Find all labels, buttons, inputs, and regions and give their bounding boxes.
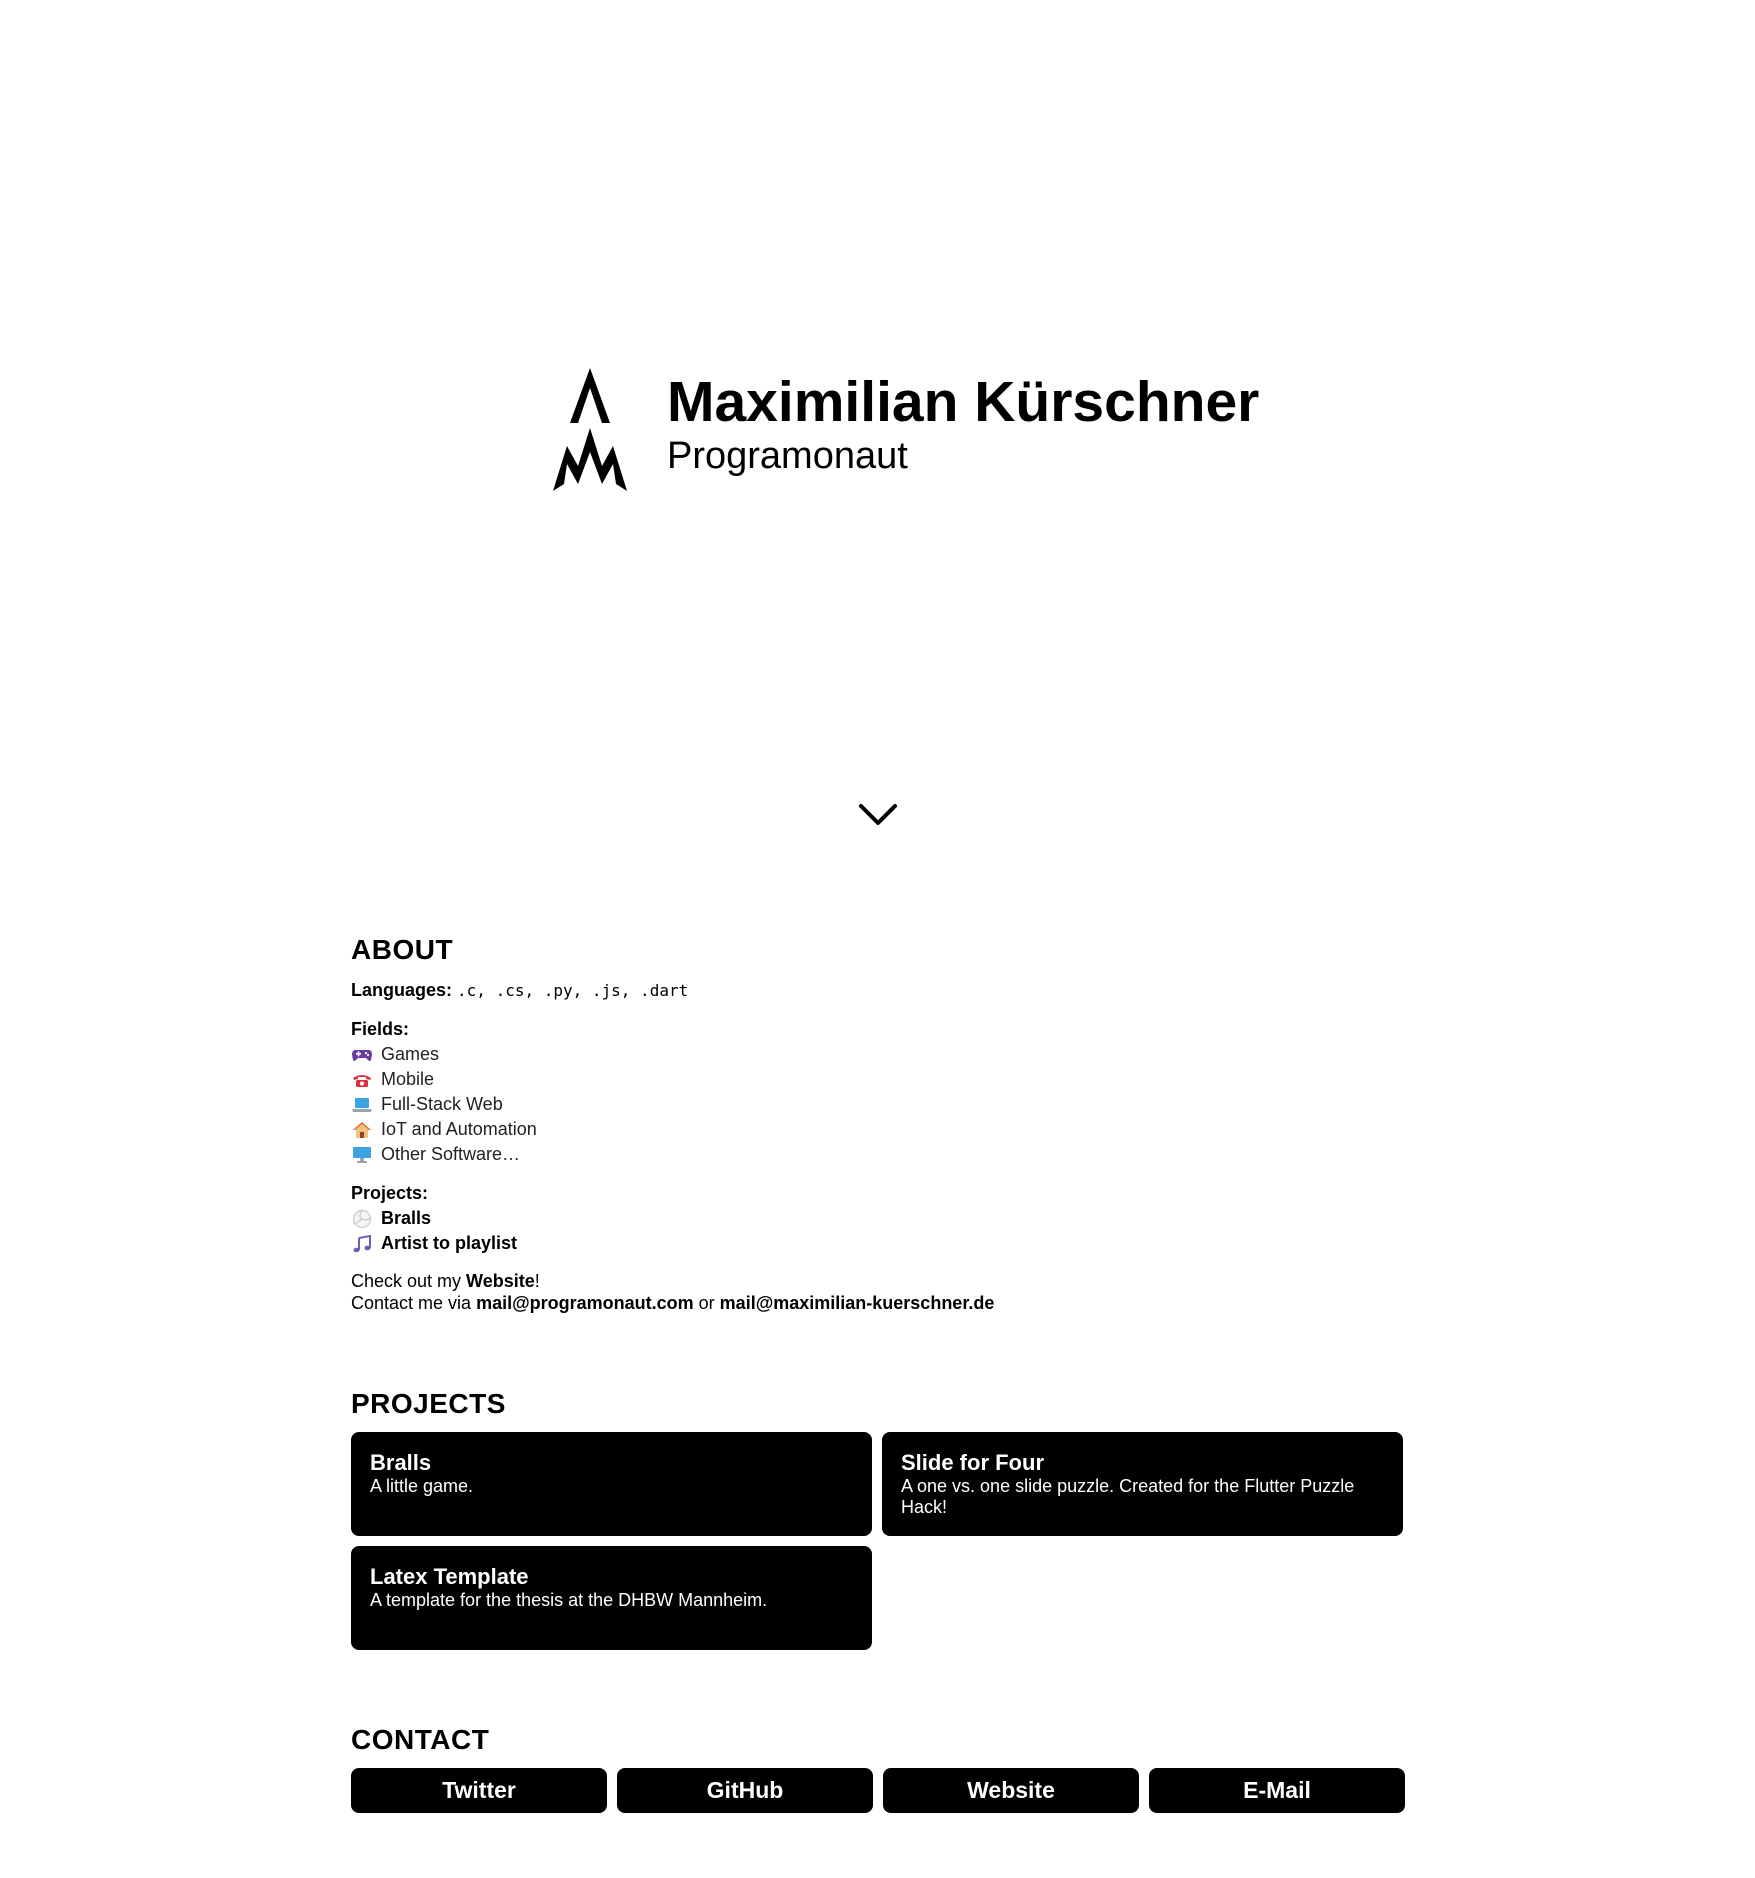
house-icon (351, 1120, 373, 1140)
project-card-latex-template[interactable] (351, 1546, 872, 1650)
project-link[interactable]: Artist to playlist (381, 1233, 518, 1253)
telephone-icon (351, 1070, 373, 1090)
twitter-button[interactable]: Twitter (351, 1768, 607, 1813)
hero (553, 366, 1259, 492)
field-label: Mobile (381, 1069, 435, 1089)
page-title: Maximilian Kürschner (667, 370, 1260, 434)
email-link-programonaut[interactable]: mail@programonaut.com (476, 1293, 694, 1313)
game-controller-icon (351, 1045, 373, 1065)
list-item (351, 1042, 1404, 1067)
languages-line (351, 978, 1404, 1003)
contact-title: CONTACT (351, 1724, 490, 1755)
fields-block (351, 1017, 1404, 1167)
email-button[interactable]: E-Mail (1149, 1768, 1405, 1813)
laptop-icon (351, 1095, 373, 1115)
fields-list (351, 1042, 1404, 1167)
website-line (351, 1270, 1404, 1292)
email-link-kuerschner[interactable]: mail@maximilian-kuerschner.de (719, 1293, 995, 1313)
languages-label: Languages: (351, 980, 453, 1000)
list-item (351, 1092, 1404, 1117)
projects-label: Projects: (351, 1183, 429, 1203)
project-name: Bralls (370, 1450, 432, 1475)
project-desc: A template for the thesis at the DHBW Mannheim. (370, 1590, 768, 1610)
list-item (351, 1067, 1404, 1092)
project-card-bralls[interactable] (351, 1432, 872, 1536)
fields-label: Fields: (351, 1019, 410, 1039)
projects-section (351, 1386, 1404, 1650)
github-button[interactable]: GitHub (617, 1768, 873, 1813)
website-prefix: Check out my (351, 1271, 467, 1291)
project-name: Slide for Four (901, 1450, 1044, 1475)
project-desc: A one vs. one slide puzzle. Created for the Flutter Puzzle Hack! (901, 1476, 1355, 1517)
projects-title: PROJECTS (351, 1388, 506, 1419)
music-notes-icon (351, 1234, 373, 1254)
field-label: Other Software… (381, 1144, 521, 1164)
field-label: IoT and Automation (381, 1119, 537, 1139)
project-desc: A little game. (370, 1476, 474, 1496)
contact-section (351, 1722, 1404, 1813)
about-projects-list (351, 1206, 1404, 1256)
list-item[interactable] (351, 1206, 1404, 1231)
list-item[interactable] (351, 1231, 1404, 1256)
contact-or: or (693, 1293, 720, 1313)
volleyball-icon (351, 1209, 373, 1229)
desktop-computer-icon (351, 1145, 373, 1165)
website-button[interactable]: Website (883, 1768, 1139, 1813)
website-suffix: ! (534, 1271, 540, 1291)
list-item (351, 1142, 1404, 1167)
field-label: Full-Stack Web (381, 1094, 503, 1114)
field-label: Games (381, 1044, 440, 1064)
main-content (351, 932, 1404, 1813)
project-link[interactable]: Bralls (381, 1208, 432, 1228)
about-section (351, 932, 1404, 1314)
contact-line (351, 1292, 1404, 1314)
project-card-slide-for-four[interactable] (882, 1432, 1403, 1536)
about-projects-block (351, 1181, 1404, 1256)
chevron-down-icon[interactable] (858, 802, 898, 828)
projects-grid (351, 1432, 1404, 1650)
contact-buttons (351, 1768, 1404, 1813)
languages-value: .c, .cs, .py, .js, .dart (457, 981, 689, 1000)
about-title: ABOUT (351, 934, 454, 965)
project-name: Latex Template (370, 1564, 529, 1589)
rocket-logo-icon (553, 366, 627, 492)
list-item (351, 1117, 1404, 1142)
website-link[interactable]: Website (466, 1271, 535, 1291)
page-subtitle: Programonaut (667, 435, 908, 477)
contact-prefix: Contact me via (351, 1293, 477, 1313)
